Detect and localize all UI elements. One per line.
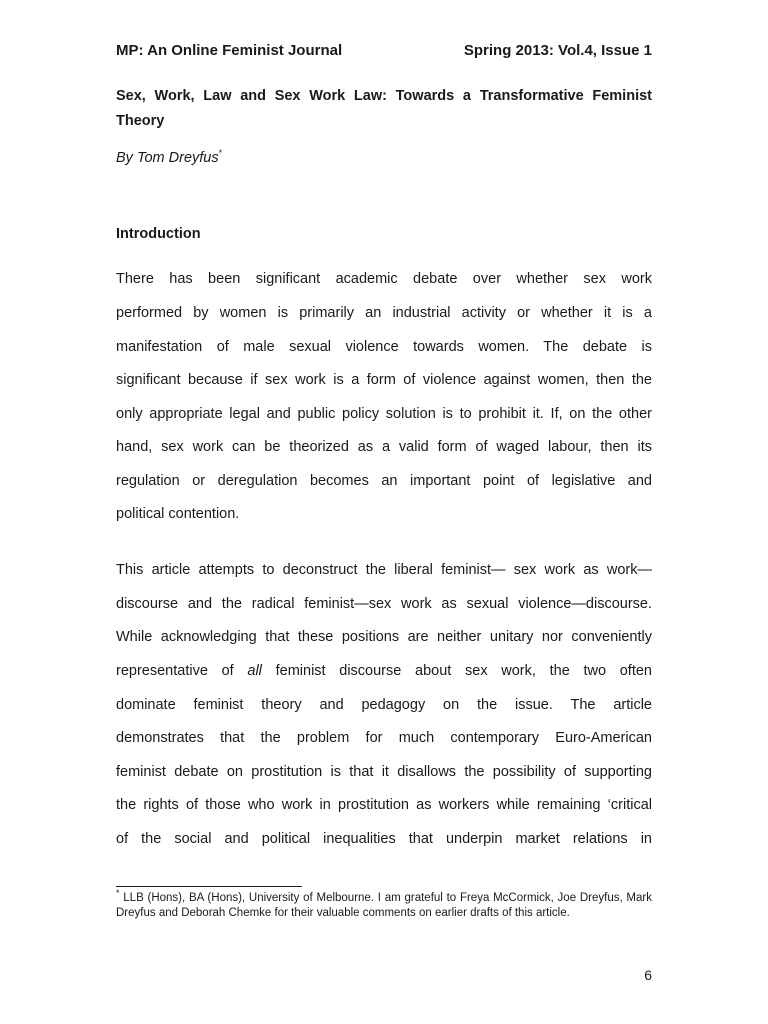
emphasis: all bbox=[247, 663, 262, 679]
text-line: of the social and political inequalities that underpin market relations in bbox=[116, 831, 652, 847]
text-line: only appropriate legal and public policy solution is to prohibit it. If, on the other bbox=[116, 406, 652, 422]
text-line: discourse and the radical feminist—sex work as sexual violence—discourse. bbox=[116, 596, 652, 612]
text-line: performed by women is primarily an industrial activity or whether it is a bbox=[116, 305, 652, 321]
page-number: 6 bbox=[644, 967, 652, 983]
footnote-separator bbox=[116, 886, 302, 887]
text-run: feminist discourse about sex work, the two often bbox=[261, 663, 652, 679]
document-page bbox=[116, 0, 652, 1024]
section-heading: Introduction bbox=[116, 226, 201, 242]
footnote-marker: * bbox=[116, 888, 120, 899]
text-line: While acknowledging that these positions are neither unitary nor conveniently bbox=[116, 629, 652, 645]
issue-info: Spring 2013: Vol.4, Issue 1 bbox=[463, 42, 652, 59]
author-name: By Tom Dreyfus bbox=[116, 150, 219, 166]
text-line bbox=[116, 661, 652, 681]
text-line: feminist debate on prostitution is that it disallows the possibility of supporting bbox=[116, 764, 652, 780]
footnote-text: LLB (Hons), BA (Hons), University of Melbourne. I am grateful to Freya McCormick, Joe Dreyfus, Mark Dreyfus and Deborah Chemke for their valuable comments on earlier drafts of this article. bbox=[116, 892, 652, 919]
footnote bbox=[116, 888, 652, 920]
text-line: political contention. bbox=[116, 506, 240, 522]
text-line: the rights of those who work in prostitution as workers while remaining ‘critical bbox=[116, 797, 652, 813]
text-line: regulation or deregulation becomes an important point of legislative and bbox=[116, 473, 652, 489]
text-line: demonstrates that the problem for much contemporary Euro-American bbox=[116, 730, 652, 746]
footnote-reference[interactable]: * bbox=[218, 148, 223, 159]
running-header bbox=[116, 41, 652, 61]
text-line: There has been significant academic debate over whether sex work bbox=[116, 271, 652, 287]
article-title: Sex, Work, Law and Sex Work Law: Towards a Transformative Feminist Theory bbox=[116, 88, 652, 129]
text-run: representative of bbox=[116, 663, 248, 679]
text-line: dominate feminist theory and pedagogy on the issue. The article bbox=[116, 697, 652, 713]
text-line: significant because if sex work is a form of violence against women, then the bbox=[116, 372, 652, 388]
text-line: manifestation of male sexual violence towards women. The debate is bbox=[116, 339, 652, 355]
text-line: hand, sex work can be theorized as a valid form of waged labour, then its bbox=[116, 439, 652, 455]
journal-name: MP: An Online Feminist Journal bbox=[116, 42, 343, 59]
author-byline bbox=[116, 148, 222, 168]
text-line: This article attempts to deconstruct the liberal feminist— sex work as work— bbox=[116, 562, 652, 578]
